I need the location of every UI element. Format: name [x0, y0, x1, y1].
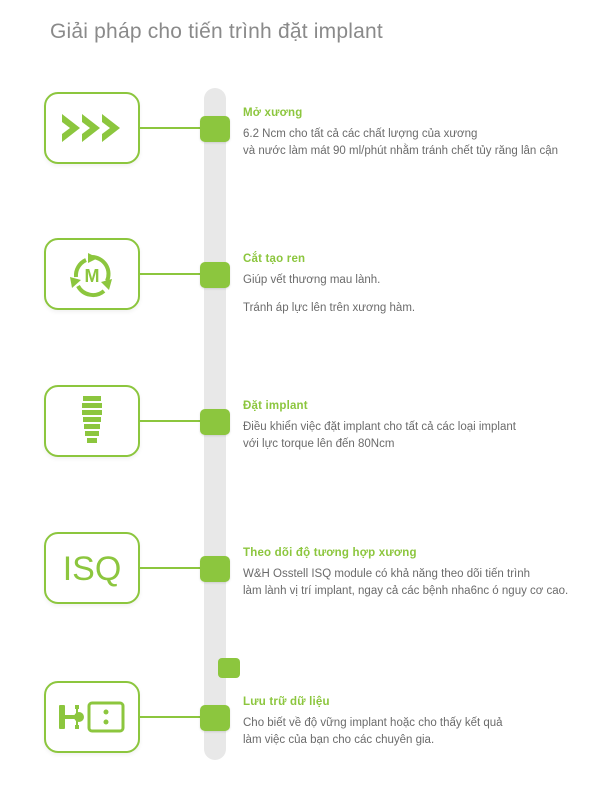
- page-title: Giải pháp cho tiến trình đặt implant: [50, 20, 383, 43]
- step-2-connector: [140, 273, 204, 275]
- step-5-line-1: Cho biết về độ vững implant hoặc cho thấy kết quả: [243, 717, 503, 729]
- step-1-icon-box: [44, 92, 140, 164]
- step-4-node[interactable]: [200, 556, 230, 582]
- step-2-content: [243, 253, 573, 317]
- step-3-node[interactable]: [200, 409, 230, 435]
- step-1-line-2: và nước làm mát 90 ml/phút nhằm tránh chết tủy răng lân cận: [243, 145, 559, 157]
- step-4-line-2: làm lành vị trí implant, ngay cả các bệnh nha6nc ó nguy cơ cao.: [243, 585, 569, 597]
- usb-storage-icon: [57, 699, 127, 735]
- step-5-connector: [140, 716, 204, 718]
- step-4-line-1: W&H Osstell ISQ module có khả năng theo dõi tiến trình: [243, 568, 531, 580]
- step-1-node[interactable]: [200, 116, 230, 142]
- step-5-title: Lưu trữ dữ liệu: [243, 696, 330, 708]
- step-2-node[interactable]: [200, 262, 230, 288]
- timeline-extra-node: [218, 658, 240, 678]
- step-5-icon-box: [44, 681, 140, 753]
- step-5-content: [243, 696, 573, 749]
- step-2-line-1: Giúp vết thương mau lành.: [243, 274, 381, 286]
- step-2-line-2: Tránh áp lực lên trên xương hàm.: [243, 302, 416, 314]
- step-3: [0, 385, 600, 505]
- step-3-icon-box: [44, 385, 140, 457]
- step-3-line-1: Điều khiển việc đặt implant cho tất cả các loại implant: [243, 421, 516, 433]
- step-4-title: Theo dõi độ tương hợp xương: [243, 547, 417, 559]
- step-1-title: Mở xương: [243, 107, 303, 119]
- step-4-connector: [140, 567, 204, 569]
- step-3-title: Đặt implant: [243, 400, 308, 412]
- step-2: [0, 238, 600, 358]
- step-2-icon-box: [44, 238, 140, 310]
- step-4-content: [243, 547, 573, 600]
- step-5-line-2: làm việc của bạn cho các chuyên gia.: [243, 734, 435, 746]
- step-3-line-2: với lực torque lên đến 80Ncm: [243, 438, 395, 450]
- step-2-title: Cắt tạo ren: [243, 253, 306, 265]
- svg-text:M: M: [84, 266, 100, 286]
- recycle-m-icon: [66, 250, 118, 298]
- step-5-node[interactable]: [200, 705, 230, 731]
- step-1-connector: [140, 127, 204, 129]
- step-4: [0, 532, 600, 652]
- step-4-icon-box: [44, 532, 140, 604]
- svg-text:ISQ: ISQ: [62, 550, 122, 588]
- step-1-line-1: 6.2 Ncm cho tất cả các chất lượng của xương: [243, 128, 478, 140]
- step-3-connector: [140, 420, 204, 422]
- step-1-content: [243, 107, 573, 160]
- implant-screw-icon: [75, 394, 109, 448]
- step-1: [0, 92, 600, 212]
- step-3-content: [243, 400, 573, 453]
- isq-text-icon: [52, 546, 132, 590]
- step-5: [0, 681, 600, 801]
- chevrons-right-icon: [60, 111, 124, 145]
